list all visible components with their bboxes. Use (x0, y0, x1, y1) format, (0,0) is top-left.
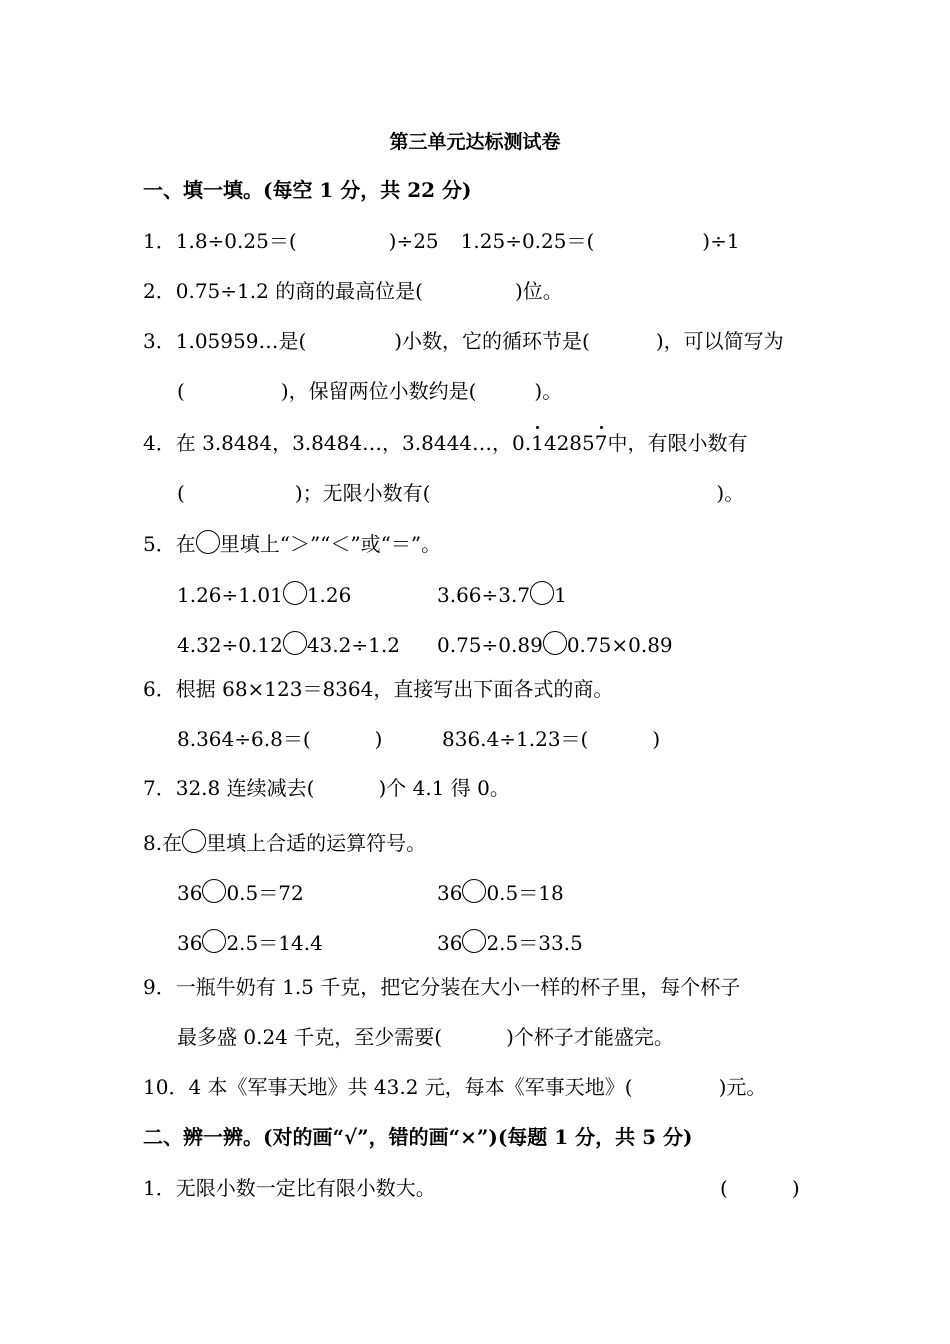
q2-part-a: 0.75÷1.2 的商的最高位是( (175, 279, 423, 303)
answer-circle[interactable] (543, 631, 567, 655)
q3-part-c: )，可以简写为 (655, 329, 784, 353)
q7-number: 7． (143, 776, 176, 800)
q2-number: 2． (143, 279, 176, 303)
judge-q1-close: ) (791, 1176, 800, 1200)
q3-number: 3． (143, 329, 176, 353)
judge-q1-text: 无限小数一定比有限小数大。 (175, 1176, 436, 1200)
q8-r2-left-num: 36 (177, 931, 203, 955)
question-2 (143, 279, 563, 303)
q4-number: 4． (143, 431, 176, 455)
question-1 (143, 229, 740, 253)
q5-r1-left-expr: 1.26÷1.01 (177, 583, 283, 607)
q1-number: 1． (143, 229, 176, 253)
q1-part-d: )÷1 (702, 229, 740, 253)
q8-r1-left-rest: 0.5＝72 (226, 881, 304, 905)
question-4 (143, 431, 748, 455)
q9-part-b: 最多盛 0.24 千克，至少需要( (177, 1025, 443, 1049)
q8-r1-left-num: 36 (177, 881, 203, 905)
q2-part-b: )位。 (515, 279, 563, 303)
q4-part-d: )；无限小数有( (294, 481, 431, 505)
q7-part-a: 32.8 连续减去( (175, 776, 315, 800)
section1-heading: 一、填一填。(每空 1 分，共 22 分) (143, 178, 472, 202)
question-9 (143, 975, 740, 999)
judge-q1-answer-bracket[interactable] (720, 1176, 800, 1200)
q4-repeat-end-digit: 7 (594, 431, 608, 455)
q5-part-b: 里填上“＞”“＜”或“＝”。 (219, 532, 442, 556)
q6-number: 6． (143, 677, 176, 701)
q5-number: 5． (143, 532, 176, 556)
q5-r2-left-expr: 4.32÷0.12 (177, 633, 283, 657)
q3-part-d: ( (177, 379, 185, 403)
q3-part-e: )，保留两位小数约是( (280, 379, 477, 403)
q8-r1-right-rest: 0.5＝18 (486, 881, 564, 905)
q6-expr-2: 836.4÷1.23＝( (442, 727, 589, 751)
question-10 (143, 1075, 766, 1099)
answer-circle[interactable] (202, 929, 226, 953)
q5-row-2-right (437, 631, 673, 657)
question-3 (143, 329, 784, 353)
q6-close-1: ) (374, 727, 383, 751)
q8-part-b: 里填上合适的运算符号。 (206, 831, 427, 855)
q4-part-a: 在 3.8484，3.8484…，3.8444…，0. (175, 431, 532, 455)
q8-r2-right-rest: 2.5＝33.5 (486, 931, 583, 955)
q9-part-a: 一瓶牛奶有 1.5 千克，把它分装在大小一样的杯子里，每个杯子 (175, 975, 741, 999)
q5-part-a: 在 (175, 532, 196, 556)
question-7 (143, 776, 510, 800)
circle-icon (196, 530, 220, 554)
q8-r2-right-num: 36 (437, 931, 463, 955)
answer-circle[interactable] (202, 879, 226, 903)
q4-repeat-mid: 4285 (543, 431, 595, 455)
q6-expr-1: 8.364÷6.8＝( (177, 727, 311, 751)
q5-r2-left-value: 43.2÷1.2 (306, 633, 400, 657)
q8-row-2-left (177, 929, 323, 955)
q5-r2-right-value: 0.75×0.89 (566, 633, 673, 657)
question-6 (143, 677, 613, 701)
judge-q1-open: ( (720, 1176, 728, 1200)
q4-repeat-start-digit: 1 (531, 431, 544, 455)
answer-circle[interactable] (530, 581, 554, 605)
circle-icon (182, 829, 206, 853)
q5-row-1-left (177, 581, 351, 607)
answer-circle[interactable] (462, 879, 486, 903)
q1-part-b: )÷25 (388, 229, 439, 253)
q6-row-right (442, 727, 660, 751)
question-3-cont (177, 379, 562, 403)
q1-part-c: 1.25÷0.25＝( (460, 229, 595, 253)
question-9-cont (177, 1025, 674, 1049)
answer-circle[interactable] (462, 929, 486, 953)
q5-r1-left-value: 1.26 (306, 583, 352, 607)
question-8 (143, 829, 426, 855)
q3-part-a: 1.05959…是( (175, 329, 307, 353)
answer-circle[interactable] (283, 631, 307, 655)
section2-heading: 二、辨一辨。(对的画“√”，错的画“×”)(每题 1 分，共 5 分) (143, 1125, 693, 1149)
q8-row-1-left (177, 879, 304, 905)
q10-part-a: 4 本《军事天地》共 43.2 元，每本《军事天地》( (188, 1075, 633, 1099)
q6-row-left (177, 727, 382, 751)
judge-q1-number: 1． (143, 1176, 176, 1200)
q5-row-2-left (177, 631, 400, 657)
q4-part-e: )。 (716, 481, 745, 505)
q4-part-b: 中，有限小数有 (607, 431, 748, 455)
q8-r1-right-num: 36 (437, 881, 463, 905)
q5-r2-right-expr: 0.75÷0.89 (437, 633, 543, 657)
q10-part-b: )元。 (718, 1075, 767, 1099)
q5-r1-right-value: 1 (554, 583, 567, 607)
q8-part-a: 在 (162, 831, 183, 855)
judge-question-1 (143, 1176, 436, 1200)
q6-close-2: ) (652, 727, 661, 751)
q9-number: 9． (143, 975, 176, 999)
q1-part-a: 1.8÷0.25＝( (175, 229, 297, 253)
q7-part-b: )个 4.1 得 0。 (378, 776, 510, 800)
q5-r1-right-expr: 3.66÷3.7 (437, 583, 531, 607)
q8-number: 8. (143, 831, 163, 855)
q3-part-b: )小数，它的循环节是( (394, 329, 590, 353)
answer-circle[interactable] (283, 581, 307, 605)
q8-row-1-right (437, 879, 564, 905)
q5-row-1-right (437, 581, 567, 607)
question-4-cont (177, 481, 744, 505)
question-5 (143, 530, 441, 556)
q8-r2-left-rest: 2.5＝14.4 (226, 931, 323, 955)
q10-number: 10． (143, 1075, 189, 1099)
q6-part-a: 根据 68×123＝8364，直接写出下面各式的商。 (175, 677, 614, 701)
q4-part-c: ( (177, 481, 185, 505)
q8-row-2-right (437, 929, 583, 955)
page-title: 第三单元达标测试卷 (389, 131, 561, 153)
q9-part-c: )个杯子才能盛完。 (506, 1025, 674, 1049)
q3-part-f: )。 (534, 379, 563, 403)
